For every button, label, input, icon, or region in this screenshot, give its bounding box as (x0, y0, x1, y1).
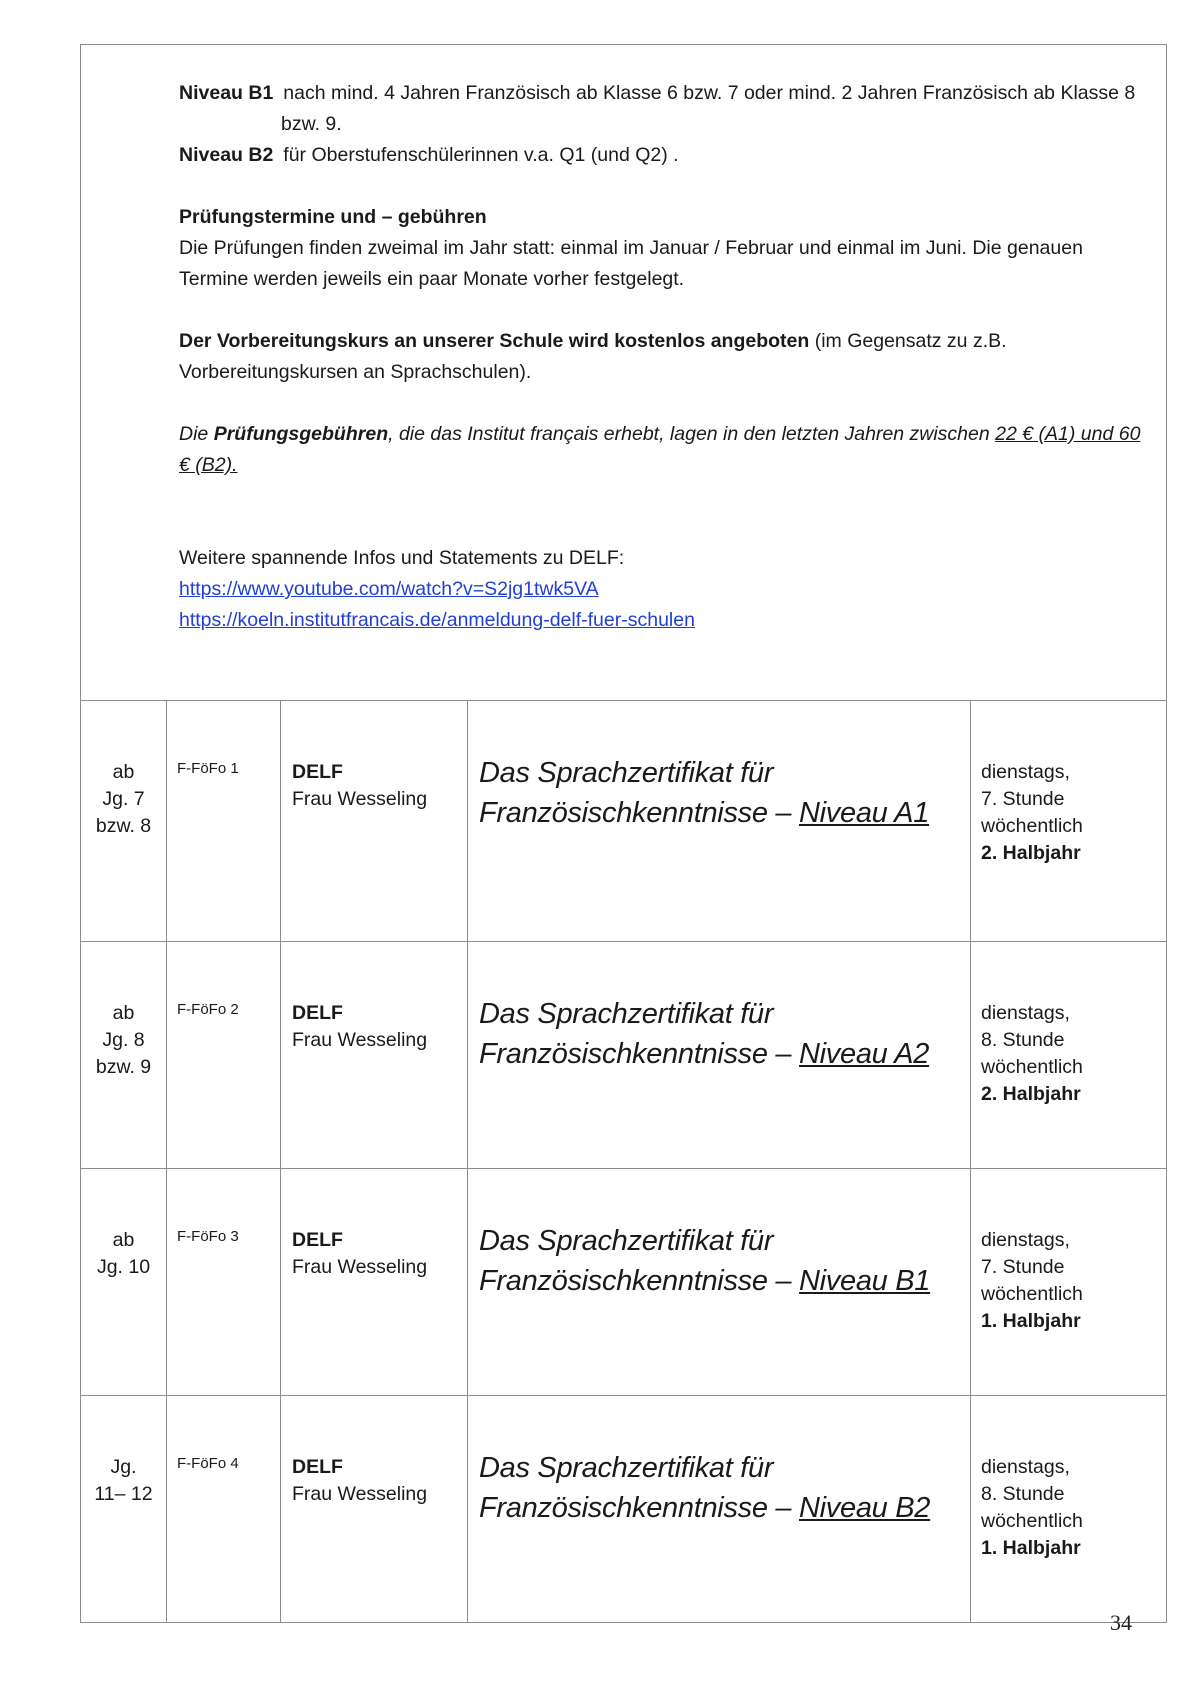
course-code: F-FöFo 4 (167, 1396, 281, 1623)
title-text: Französischkenntnisse – (479, 1038, 800, 1070)
niveau-b2-tag: Niveau B2 (179, 144, 274, 166)
title-line (479, 1261, 970, 1301)
schedule-frequency: wöchentlich (981, 1510, 1083, 1532)
niveau-b2-line (179, 140, 1156, 171)
fees-paragraph (179, 419, 1156, 481)
title-line: Das Sprachzertifikat für (479, 1452, 774, 1484)
fees-bold: Prüfungsgebühren (213, 423, 389, 445)
institut-link[interactable]: https://koeln.institutfrancais.de/anmeldung-delf-fuer-schulen (179, 609, 695, 631)
title-line: Das Sprachzertifikat für (479, 998, 774, 1030)
course-title (468, 701, 971, 942)
grade-line: Jg. 10 (96, 1256, 151, 1278)
teacher-cell (281, 942, 468, 1169)
grade-cell (81, 1169, 167, 1396)
schedule-cell (971, 701, 1167, 942)
level-label: Niveau B2 (799, 1492, 931, 1524)
course-free-bold: Der Vorbereitungskurs an unserer Schule wird kostenlos angeboten (179, 330, 810, 352)
title-text: Französischkenntnisse – (479, 1492, 800, 1524)
grade-line: ab (112, 761, 135, 783)
course-table (80, 44, 1167, 1623)
teacher-cell (281, 1169, 468, 1396)
teacher-name: Frau Wesseling (292, 1483, 428, 1505)
subject-label: DELF (292, 1456, 343, 1478)
title-text: Französischkenntnisse – (479, 1265, 800, 1297)
teacher-name: Frau Wesseling (292, 1256, 428, 1278)
niveau-b1-line (179, 78, 1156, 109)
niveau-b1-continuation: bzw. 9. (281, 113, 342, 135)
schedule-day: dienstags, (981, 1456, 1070, 1478)
more-info-text: Weitere spannende Infos und Statements zu DELF: (179, 547, 625, 569)
course-row (81, 1396, 1167, 1623)
schedule-half-year: 2. Halbjahr (981, 842, 1081, 864)
title-line (479, 1488, 970, 1528)
youtube-link[interactable]: https://www.youtube.com/watch?v=S2jg1twk5VA (179, 578, 599, 600)
course-code: F-FöFo 3 (167, 1169, 281, 1396)
teacher-name: Frau Wesseling (292, 788, 428, 810)
schedule-half-year: 1. Halbjahr (981, 1310, 1081, 1332)
subject-label: DELF (292, 761, 343, 783)
course-code: F-FöFo 2 (167, 942, 281, 1169)
schedule-frequency: wöchentlich (981, 815, 1083, 837)
schedule-frequency: wöchentlich (981, 1056, 1083, 1078)
course-row (81, 1169, 1167, 1396)
subject-label: DELF (292, 1002, 343, 1024)
grade-line: Jg. 8 (102, 1029, 145, 1051)
schedule-hour: 7. Stunde (981, 1256, 1065, 1278)
schedule-hour: 7. Stunde (981, 788, 1065, 810)
grade-cell (81, 701, 167, 942)
course-free-paragraph (179, 326, 1156, 388)
schedule-day: dienstags, (981, 1002, 1070, 1024)
title-line (479, 1034, 970, 1074)
title-line: Das Sprachzertifikat für (479, 757, 774, 789)
subject-label: DELF (292, 1229, 343, 1251)
title-line: Das Sprachzertifikat für (479, 1225, 774, 1257)
schedule-cell (971, 1169, 1167, 1396)
niveau-b1-text: nach mind. 4 Jahren Französisch ab Klasse 6 bzw. 7 oder mind. 2 Jahren Französisch ab Klasse 8 (283, 82, 1136, 104)
course-title (468, 1396, 971, 1623)
fees-amount: 22 € (A1) und 60 € (B2). (179, 423, 1141, 476)
schedule-day: dienstags, (981, 1229, 1070, 1251)
schedule-day: dienstags, (981, 761, 1070, 783)
page-number: 34 (1110, 1610, 1132, 1635)
course-row (81, 701, 1167, 942)
grade-cell (81, 1396, 167, 1623)
teacher-cell (281, 1396, 468, 1623)
schedule-half-year: 1. Halbjahr (981, 1537, 1081, 1559)
grade-line: 11– 12 (94, 1483, 153, 1505)
course-title (468, 942, 971, 1169)
niveau-b2-text: für Oberstufenschülerinnen v.a. Q1 (und Q2) . (283, 144, 679, 166)
title-text: Französischkenntnisse – (479, 797, 800, 829)
schedule-half-year: 2. Halbjahr (981, 1083, 1081, 1105)
grade-line: Jg. 7 (102, 788, 145, 810)
schedule-cell (971, 1396, 1167, 1623)
niveau-b1-tag: Niveau B1 (179, 82, 274, 104)
dates-heading: Prüfungstermine und – gebühren (179, 206, 487, 228)
grade-line: ab (112, 1002, 135, 1024)
level-label: Niveau B1 (799, 1265, 931, 1297)
schedule-cell (971, 942, 1167, 1169)
intro-cell (81, 45, 1167, 701)
level-label: Niveau A2 (799, 1038, 930, 1070)
fees-mid: , die das Institut français erhebt, lagen in den letzten Jahren zwischen (388, 423, 996, 445)
grade-line: ab (112, 1229, 135, 1251)
grade-line: bzw. 9 (95, 1056, 152, 1078)
grade-line: bzw. 8 (95, 815, 152, 837)
title-line (479, 793, 970, 833)
schedule-hour: 8. Stunde (981, 1029, 1065, 1051)
grade-line: Jg. (110, 1456, 137, 1478)
teacher-name: Frau Wesseling (292, 1029, 428, 1051)
grade-cell (81, 942, 167, 1169)
dates-text: Die Prüfungen finden zweimal im Jahr statt: einmal im Januar / Februar und einmal im Juni. Die genauen Termine werden jeweils ein paar Monate vorher festgelegt. (179, 237, 1083, 290)
course-row (81, 942, 1167, 1169)
schedule-hour: 8. Stunde (981, 1483, 1065, 1505)
fees-lead: Die (179, 423, 214, 445)
course-title (468, 1169, 971, 1396)
teacher-cell (281, 701, 468, 942)
course-free-rest: (im Gegensatz zu z.B. Vorbereitungskursen an Sprachschulen). (179, 330, 1007, 383)
level-label: Niveau A1 (799, 797, 930, 829)
course-code: F-FöFo 1 (167, 701, 281, 942)
schedule-frequency: wöchentlich (981, 1283, 1083, 1305)
